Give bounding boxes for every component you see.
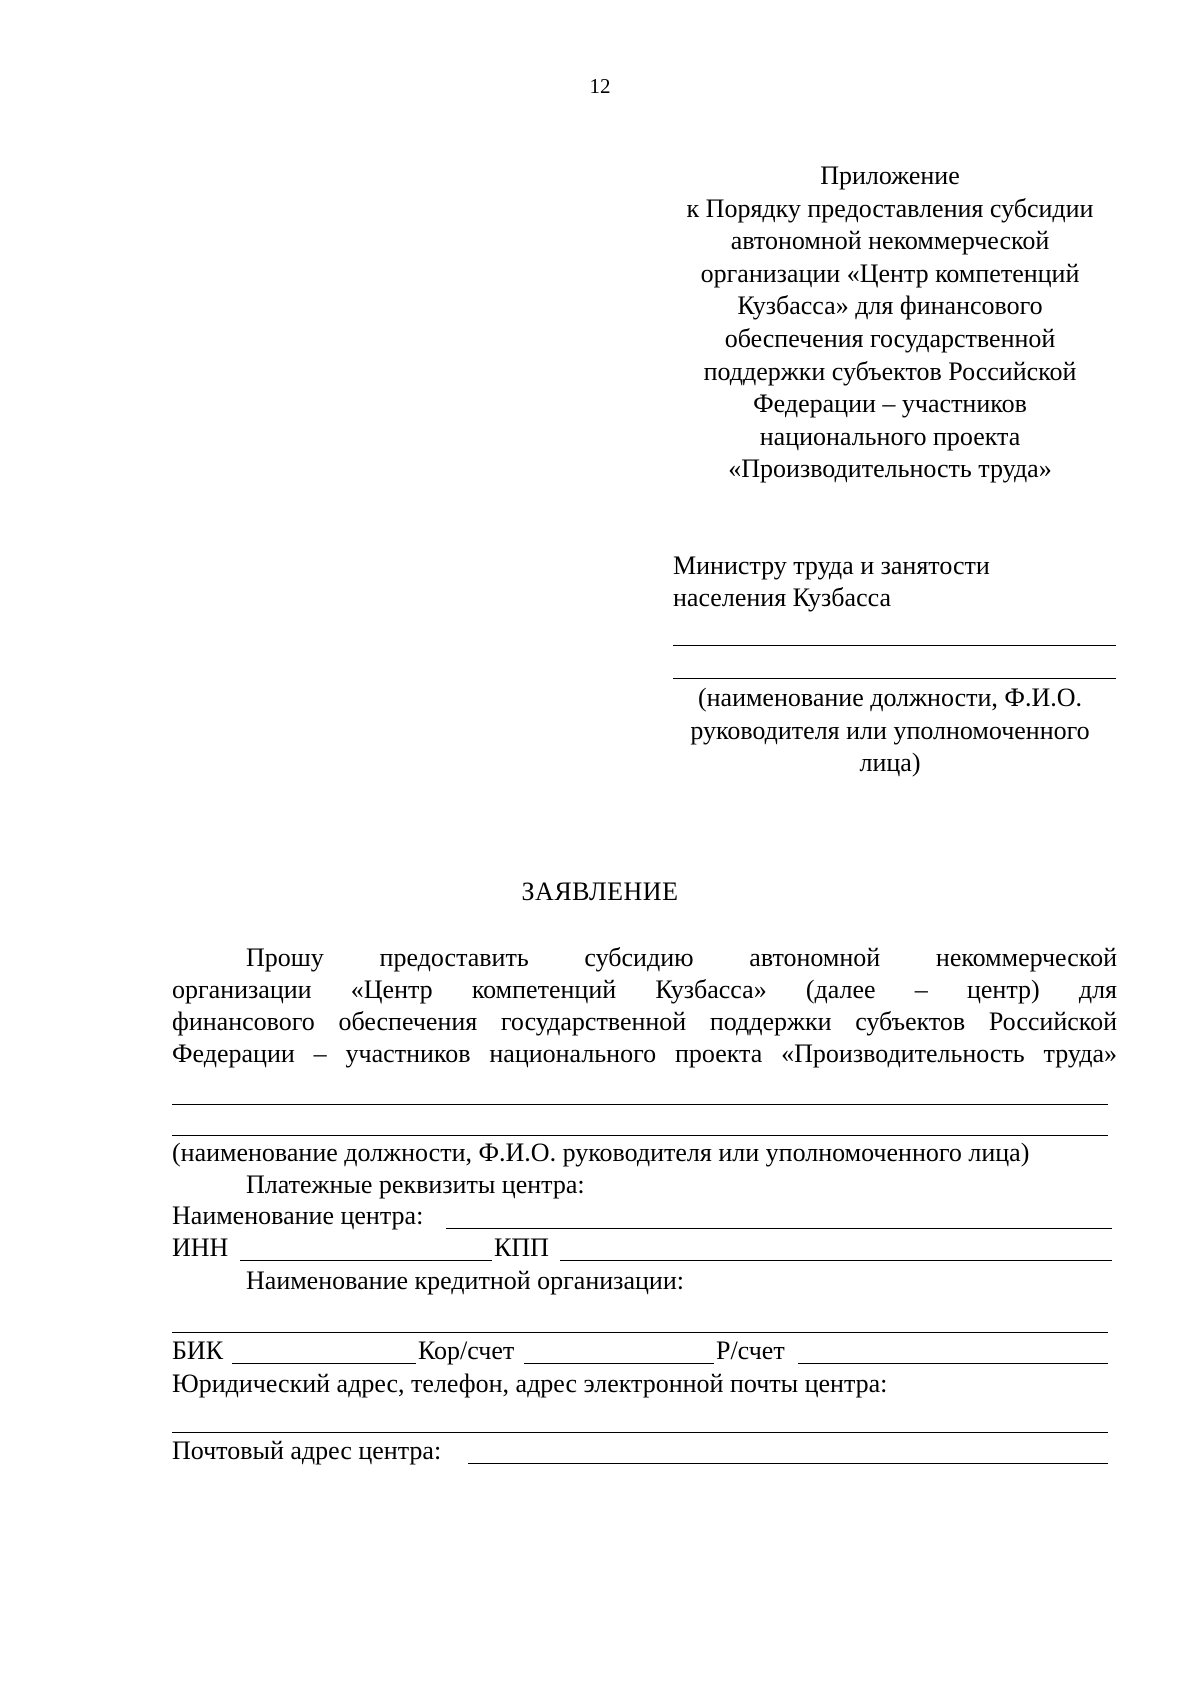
appendix-line: автономной некоммерческой (730, 226, 1050, 256)
inn-field[interactable] (240, 1260, 492, 1261)
bank-name-label: Наименование кредитной организации: (246, 1266, 684, 1295)
appendix-line: Федерации – участников (753, 389, 1027, 419)
document-title: ЗАЯВЛЕНИЕ (521, 877, 679, 906)
bank-accounts-row (172, 1334, 1117, 1368)
appendix-line: национального проекта (759, 421, 1021, 451)
addressee-block (673, 550, 1123, 614)
kpp-label: КПП (494, 1233, 549, 1262)
request-line: организации «Центр компетенций Кузбасса» (далее – центр) для (172, 975, 1117, 1004)
request-line: Прошу предоставить субсидию автономной некоммерческой (246, 943, 1117, 972)
postal-address-row (172, 1434, 1117, 1468)
postal-address-label: Почтовый адрес центра: (172, 1436, 442, 1465)
postal-address-field[interactable] (468, 1463, 1108, 1464)
corr-account-field[interactable] (524, 1363, 714, 1364)
bik-field[interactable] (232, 1363, 416, 1364)
appendix-line: «Производительность труда» (728, 454, 1052, 484)
addressee-line: Министру труда и занятости (673, 551, 990, 580)
payment-details-heading: Платежные реквизиты центра: (246, 1170, 585, 1199)
appendix-line: Кузбасса» для финансового (737, 291, 1043, 321)
appendix-line: организации «Центр компетенций (700, 258, 1080, 288)
applicant-blank-line-2[interactable] (172, 1135, 1108, 1136)
center-name-label: Наименование центра: (172, 1201, 424, 1230)
appendix-line: Приложение (820, 161, 960, 190)
account-field[interactable] (798, 1363, 1108, 1364)
bank-name-field[interactable] (172, 1332, 1108, 1333)
appendix-line: поддержки субъектов Российской (703, 356, 1077, 386)
legal-address-field[interactable] (172, 1432, 1108, 1433)
request-line: финансового обеспечения государственной поддержки субъектов Российской (172, 1007, 1117, 1036)
appendix-line: обеспечения государственной (724, 323, 1056, 353)
addressee-note-line: руководителя или уполномоченного (690, 715, 1090, 745)
center-name-field[interactable] (446, 1228, 1112, 1229)
kpp-field[interactable] (560, 1260, 1112, 1261)
request-line: Федерации – участников национального проекта «Производительность труда» (172, 1039, 1117, 1068)
appendix-line: к Порядку предоставления субсидии (686, 193, 1094, 223)
bik-label: БИК (172, 1336, 224, 1365)
applicant-blank-line-1[interactable] (172, 1104, 1108, 1105)
legal-address-label: Юридический адрес, телефон, адрес электронной почты центра: (172, 1369, 888, 1398)
addressee-note-line: (наименование должности, Ф.И.О. (697, 683, 1083, 712)
addressee-note-line: лица) (859, 748, 921, 778)
account-label: Р/счет (716, 1336, 785, 1365)
inn-label: ИНН (172, 1233, 229, 1262)
inn-kpp-row (172, 1231, 1117, 1265)
applicant-note: (наименование должности, Ф.И.О. руководителя или уполномоченного лица) (172, 1138, 1030, 1167)
page-number: 12 (589, 74, 611, 98)
addressee-blank-line-2[interactable] (673, 678, 1116, 679)
addressee-note (660, 682, 1120, 780)
corr-account-label: Кор/счет (418, 1336, 515, 1365)
addressee-blank-line-1[interactable] (673, 645, 1116, 646)
center-name-row (172, 1199, 1117, 1233)
addressee-line: населения Кузбасса (673, 583, 892, 612)
appendix-header (660, 160, 1120, 486)
